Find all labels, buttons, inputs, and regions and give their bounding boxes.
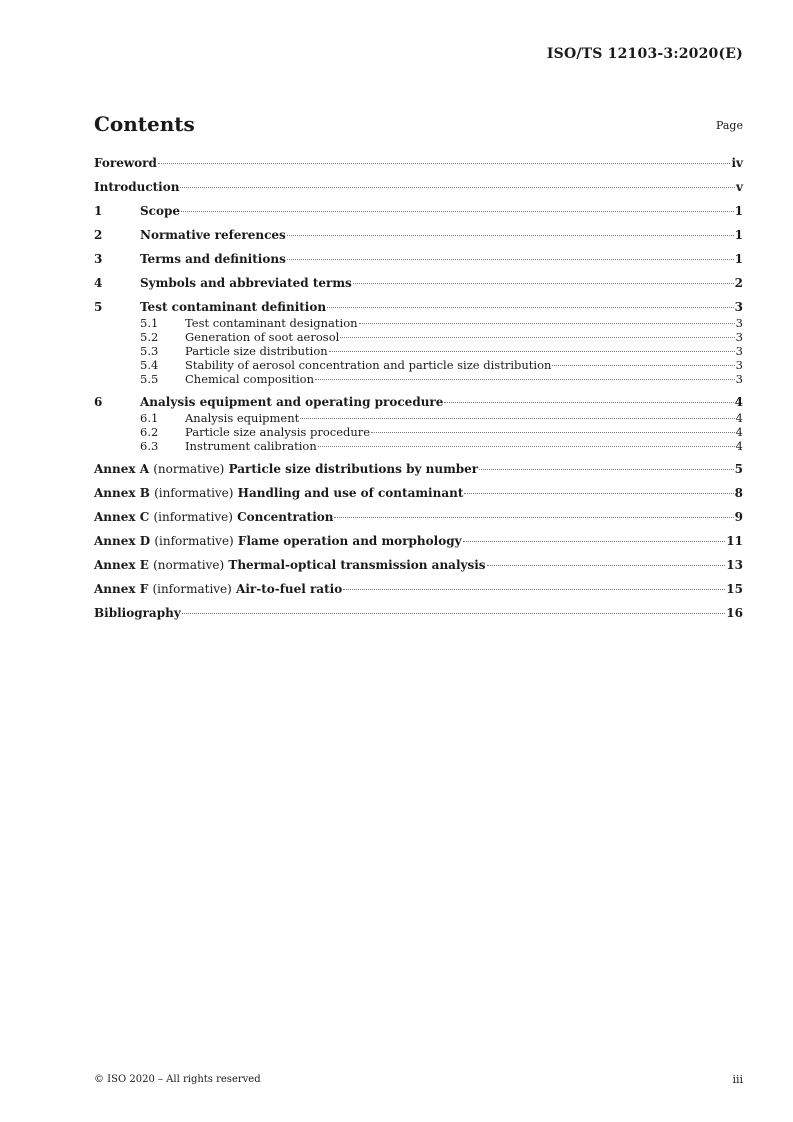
toc-number: 1 <box>94 204 103 218</box>
annex-kind: (informative) <box>154 534 234 548</box>
toc-page: 3 <box>735 316 743 330</box>
toc-entry-annex-e[interactable] <box>94 558 743 573</box>
dot-leader <box>315 379 735 380</box>
dot-leader <box>340 337 734 338</box>
toc-page: 4 <box>735 411 743 425</box>
toc-number: 5.2 <box>140 330 159 344</box>
dot-leader <box>371 432 735 433</box>
toc-entry-annex-c[interactable] <box>94 510 743 525</box>
toc-label: Chemical composition <box>185 372 314 386</box>
toc-number: 4 <box>94 276 103 290</box>
toc-label: Normative references <box>140 228 286 242</box>
toc-entry-test-contaminant-definition[interactable] <box>94 300 743 315</box>
toc-page: 3 <box>735 330 743 344</box>
toc-label: Instrument calibration <box>185 439 317 453</box>
toc-label: Foreword <box>94 156 157 170</box>
annex-title: Concentration <box>237 510 334 524</box>
annex-title: Thermal-optical transmission analysis <box>228 558 486 572</box>
annex-name: Annex F <box>94 582 149 596</box>
toc-entry-terms-and-definitions[interactable] <box>94 252 743 267</box>
page-column-label: Page <box>715 119 743 132</box>
toc-page: 1 <box>734 228 743 242</box>
toc-subentry-6-2[interactable] <box>94 425 743 439</box>
toc-entry-annex-b[interactable] <box>94 486 743 501</box>
toc-entry-bibliography[interactable] <box>94 606 743 621</box>
annex-name: Annex E <box>94 558 149 572</box>
dot-leader <box>464 493 733 494</box>
toc-label <box>94 486 463 501</box>
toc-label: Symbols and abbreviated terms <box>140 276 352 290</box>
toc-entry-normative-references[interactable] <box>94 228 743 243</box>
toc-page: 4 <box>734 395 743 409</box>
toc-page: 15 <box>726 582 743 596</box>
toc-number: 5.5 <box>140 372 159 386</box>
toc-label: Test contaminant designation <box>185 316 358 330</box>
toc-number: 5.1 <box>140 316 159 330</box>
annex-title: Air-to-fuel ratio <box>236 582 343 596</box>
toc-number: 3 <box>94 252 103 266</box>
toc-entry-introduction[interactable] <box>94 180 743 195</box>
toc-label <box>94 510 333 525</box>
toc-label: Scope <box>140 204 181 218</box>
toc-label: Terms and definitions <box>140 252 286 266</box>
dot-leader <box>329 351 735 352</box>
toc-label <box>94 534 462 549</box>
dot-leader <box>318 446 735 447</box>
toc-number: 6.2 <box>140 425 159 439</box>
toc-label: Analysis equipment and operating procedure <box>140 395 444 409</box>
toc-entry-analysis-equipment[interactable] <box>94 395 743 410</box>
dot-leader <box>353 283 734 284</box>
toc-number: 5.4 <box>140 358 159 372</box>
toc-entry-annex-d[interactable] <box>94 534 743 549</box>
annex-kind: (informative) <box>153 510 233 524</box>
contents-title: Contents <box>94 112 195 136</box>
toc-entry-symbols[interactable] <box>94 276 743 291</box>
dot-leader <box>487 565 726 566</box>
toc-label: Generation of soot aerosol <box>185 330 340 344</box>
toc-label <box>94 558 486 573</box>
dot-leader <box>158 163 731 164</box>
toc-page: 3 <box>735 344 743 358</box>
dot-leader <box>287 235 734 236</box>
toc-entry-annex-a[interactable] <box>94 462 743 477</box>
toc-subentry-6-3[interactable] <box>94 439 743 453</box>
toc-page: 13 <box>726 558 743 572</box>
toc-page: 1 <box>734 204 743 218</box>
dot-leader <box>444 402 733 403</box>
dot-leader <box>287 259 734 260</box>
toc-subentry-5-4[interactable] <box>94 358 743 372</box>
toc-number: 6 <box>94 395 103 409</box>
toc-page: 3 <box>735 372 743 386</box>
toc-label <box>94 582 342 597</box>
toc-page: 1 <box>734 252 743 266</box>
toc-number: 5 <box>94 300 103 314</box>
toc-label: Particle size analysis procedure <box>185 425 371 439</box>
toc-label: Particle size distribution <box>185 344 328 358</box>
page-number: iii <box>732 1073 743 1086</box>
annex-kind: (normative) <box>153 558 225 572</box>
dot-leader <box>463 541 726 542</box>
toc-page: 9 <box>734 510 743 524</box>
toc-page: 4 <box>735 439 743 453</box>
toc-page: 3 <box>734 300 743 314</box>
toc-number: 6.1 <box>140 411 159 425</box>
toc-page: iv <box>731 156 743 170</box>
toc-number: 2 <box>94 228 103 242</box>
toc-number: 6.3 <box>140 439 159 453</box>
table-of-contents <box>94 156 743 621</box>
toc-page: 5 <box>734 462 743 476</box>
dot-leader <box>479 469 734 470</box>
toc-page: 8 <box>734 486 743 500</box>
annex-title: Handling and use of contaminant <box>237 486 464 500</box>
toc-number: 5.3 <box>140 344 159 358</box>
toc-subentry-6-1[interactable] <box>94 411 743 425</box>
toc-label: Introduction <box>94 180 180 194</box>
dot-leader <box>327 307 734 308</box>
dot-leader <box>181 211 734 212</box>
toc-label: Stability of aerosol concentration and particle size distribution <box>185 358 552 372</box>
annex-name: Annex C <box>94 510 150 524</box>
annex-name: Annex A <box>94 462 150 476</box>
toc-page: 16 <box>726 606 743 620</box>
toc-entry-foreword[interactable] <box>94 156 743 171</box>
toc-subentry-5-3[interactable] <box>94 344 743 358</box>
annex-kind: (normative) <box>153 462 225 476</box>
annex-name: Annex D <box>94 534 151 548</box>
document-id: ISO/TS 12103-3:2020(E) <box>546 46 743 62</box>
toc-subentry-5-1[interactable] <box>94 316 743 330</box>
toc-entry-scope[interactable] <box>94 204 743 219</box>
toc-page: 3 <box>735 358 743 372</box>
dot-leader <box>334 517 733 518</box>
dot-leader <box>359 323 735 324</box>
copyright-notice: © ISO 2020 – All rights reserved <box>94 1074 261 1085</box>
toc-label: Analysis equipment <box>185 411 300 425</box>
dot-leader <box>343 589 725 590</box>
toc-label: Bibliography <box>94 606 181 620</box>
annex-title: Flame operation and morphology <box>237 534 462 548</box>
toc-label <box>94 462 478 477</box>
dot-leader <box>180 187 735 188</box>
dot-leader <box>182 613 726 614</box>
toc-subentry-5-5[interactable] <box>94 372 743 386</box>
toc-entry-annex-f[interactable] <box>94 582 743 597</box>
dot-leader <box>552 365 734 366</box>
annex-kind: (informative) <box>154 486 234 500</box>
annex-kind: (informative) <box>152 582 232 596</box>
dot-leader <box>300 418 734 419</box>
toc-page: 11 <box>726 534 743 548</box>
toc-page: 4 <box>735 425 743 439</box>
toc-subentry-5-2[interactable] <box>94 330 743 344</box>
annex-name: Annex B <box>94 486 150 500</box>
toc-label: Test contaminant definition <box>140 300 327 314</box>
toc-page: v <box>736 180 743 194</box>
toc-page: 2 <box>734 276 743 290</box>
annex-title: Particle size distributions by number <box>228 462 479 476</box>
